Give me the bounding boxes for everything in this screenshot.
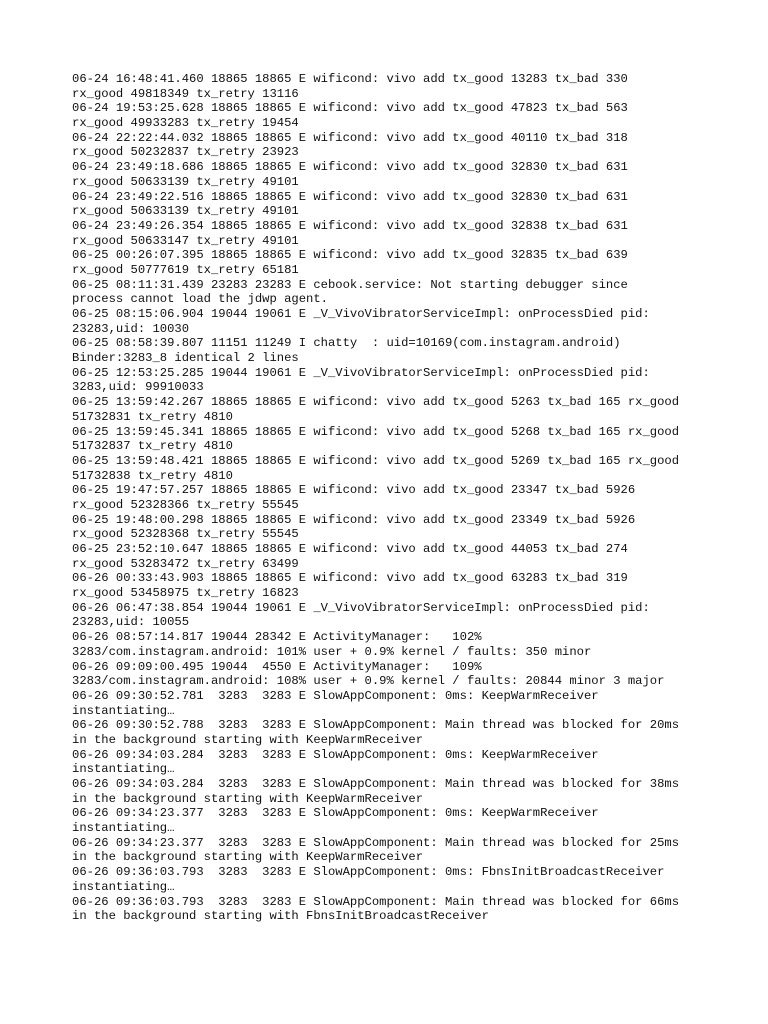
log-line: rx_good 53458975 tx_retry 16823 bbox=[72, 586, 299, 601]
log-line: 06-25 19:48:00.298 18865 18865 E wificond: vivo add tx_good 23349 tx_bad 5926 bbox=[72, 512, 636, 527]
log-line: 06-26 09:30:52.781 3283 3283 E SlowAppComponent: 0ms: KeepWarmReceiver bbox=[72, 688, 599, 703]
log-line: 06-25 13:59:45.341 18865 18865 E wificond: vivo add tx_good 5268 tx_bad 165 rx_good bbox=[72, 424, 680, 439]
log-line: 51732837 tx_retry 4810 bbox=[72, 439, 233, 454]
log-line: 06-24 23:49:26.354 18865 18865 E wificond: vivo add tx_good 32838 tx_bad 631 bbox=[72, 218, 628, 233]
log-line: 06-24 22:22:44.032 18865 18865 E wificond: vivo add tx_good 40110 tx_bad 318 bbox=[72, 130, 628, 145]
log-line: rx_good 50633147 tx_retry 49101 bbox=[72, 233, 299, 248]
log-text-block bbox=[72, 72, 712, 924]
log-line: 06-26 09:36:03.793 3283 3283 E SlowAppComponent: 0ms: FbnsInitBroadcastReceiver bbox=[72, 865, 665, 880]
log-line: rx_good 50633139 tx_retry 49101 bbox=[72, 204, 299, 219]
log-line: 3283/com.instagram.android: 101% user + 0.9% kernel / faults: 350 minor bbox=[72, 644, 592, 659]
log-line: rx_good 50777619 tx_retry 65181 bbox=[72, 262, 299, 277]
log-line: 06-26 09:34:03.284 3283 3283 E SlowAppComponent: Main thread was blocked for 38ms bbox=[72, 777, 680, 791]
log-line: rx_good 52328366 tx_retry 55545 bbox=[72, 497, 299, 512]
log-line: 06-26 08:57:14.817 19044 28342 E ActivityManager: 102% bbox=[72, 630, 482, 645]
log-line: 06-24 19:53:25.628 18865 18865 E wificond: vivo add tx_good 47823 tx_bad 563 bbox=[72, 101, 628, 116]
log-line: 3283,uid: 99910033 bbox=[72, 380, 204, 395]
log-line: 06-26 09:09:00.495 19044 4550 E ActivityManager: 109% bbox=[72, 659, 482, 674]
log-line: 06-26 09:34:03.284 3283 3283 E SlowAppComponent: 0ms: KeepWarmReceiver bbox=[72, 747, 599, 762]
log-line: 06-25 13:59:42.267 18865 18865 E wificond: vivo add tx_good 5263 tx_bad 165 rx_good bbox=[72, 395, 680, 410]
log-line: instantiating… bbox=[72, 703, 175, 718]
log-line: in the background starting with KeepWarmReceiver bbox=[72, 791, 424, 806]
log-line: 06-26 09:34:23.377 3283 3283 E SlowAppComponent: Main thread was blocked for 25ms bbox=[72, 835, 680, 850]
log-line: 3283/com.instagram.android: 108% user + 0.9% kernel / faults: 20844 minor 3 major bbox=[72, 674, 665, 689]
log-line: 23283,uid: 10055 bbox=[72, 615, 190, 630]
log-line: in the background starting with KeepWarmReceiver bbox=[72, 850, 424, 865]
log-line: 06-25 12:53:25.285 19044 19061 E _V_VivoVibratorServiceImpl: onProcessDied pid: bbox=[72, 365, 650, 380]
log-line: 06-25 13:59:48.421 18865 18865 E wificond: vivo add tx_good 5269 tx_bad 165 rx_good bbox=[72, 453, 680, 468]
log-line: 06-24 16:48:41.460 18865 18865 E wificond: vivo add tx_good 13283 tx_bad 330 bbox=[72, 72, 628, 86]
log-line: 06-25 23:52:10.647 18865 18865 E wificond: vivo add tx_good 44053 tx_bad 274 bbox=[72, 542, 628, 556]
log-line: 06-25 08:58:39.807 11151 11249 I chatty : uid=10169(com.instagram.android) bbox=[72, 336, 621, 351]
log-line: 06-26 09:30:52.788 3283 3283 E SlowAppComponent: Main thread was blocked for 20ms bbox=[72, 718, 680, 733]
log-line: rx_good 49818349 tx_retry 13116 bbox=[72, 86, 299, 101]
log-line: 06-24 23:49:22.516 18865 18865 E wificond: vivo add tx_good 32830 tx_bad 631 bbox=[72, 189, 628, 204]
log-line: rx_good 50232837 tx_retry 23923 bbox=[72, 145, 299, 160]
log-line: instantiating… bbox=[72, 821, 175, 836]
log-line: 06-25 08:15:06.904 19044 19061 E _V_VivoVibratorServiceImpl: onProcessDied pid: bbox=[72, 307, 650, 321]
log-line: 23283,uid: 10030 bbox=[72, 321, 190, 336]
log-line: rx_good 50633139 tx_retry 49101 bbox=[72, 174, 299, 189]
log-line: rx_good 49933283 tx_retry 19454 bbox=[72, 116, 299, 131]
log-line: 51732838 tx_retry 4810 bbox=[72, 468, 233, 483]
log-line: 06-25 00:26:07.395 18865 18865 E wificond: vivo add tx_good 32835 tx_bad 639 bbox=[72, 248, 628, 263]
log-line: process cannot load the jdwp agent. bbox=[72, 292, 328, 307]
log-line: 06-26 00:33:43.903 18865 18865 E wificond: vivo add tx_good 63283 tx_bad 319 bbox=[72, 571, 628, 586]
log-line: 06-26 06:47:38.854 19044 19061 E _V_VivoVibratorServiceImpl: onProcessDied pid: bbox=[72, 600, 650, 615]
log-line: instantiating… bbox=[72, 879, 175, 894]
log-line: rx_good 53283472 tx_retry 63499 bbox=[72, 556, 299, 571]
log-line: Binder:3283_8 identical 2 lines bbox=[72, 351, 299, 366]
log-line: 51732831 tx_retry 4810 bbox=[72, 409, 233, 424]
log-line: 06-25 08:11:31.439 23283 23283 E cebook.service: Not starting debugger since bbox=[72, 277, 628, 292]
log-line: 06-24 23:49:18.686 18865 18865 E wificond: vivo add tx_good 32830 tx_bad 631 bbox=[72, 160, 628, 175]
log-line: instantiating… bbox=[72, 762, 175, 777]
log-line: 06-26 09:34:23.377 3283 3283 E SlowAppComponent: 0ms: KeepWarmReceiver bbox=[72, 806, 599, 821]
log-line: 06-25 19:47:57.257 18865 18865 E wificond: vivo add tx_good 23347 tx_bad 5926 bbox=[72, 483, 636, 498]
log-line: 06-26 09:36:03.793 3283 3283 E SlowAppComponent: Main thread was blocked for 66ms bbox=[72, 894, 680, 909]
log-line: rx_good 52328368 tx_retry 55545 bbox=[72, 527, 299, 542]
log-line: in the background starting with FbnsInitBroadcastReceiver bbox=[72, 909, 489, 924]
log-line: in the background starting with KeepWarmReceiver bbox=[72, 732, 424, 747]
